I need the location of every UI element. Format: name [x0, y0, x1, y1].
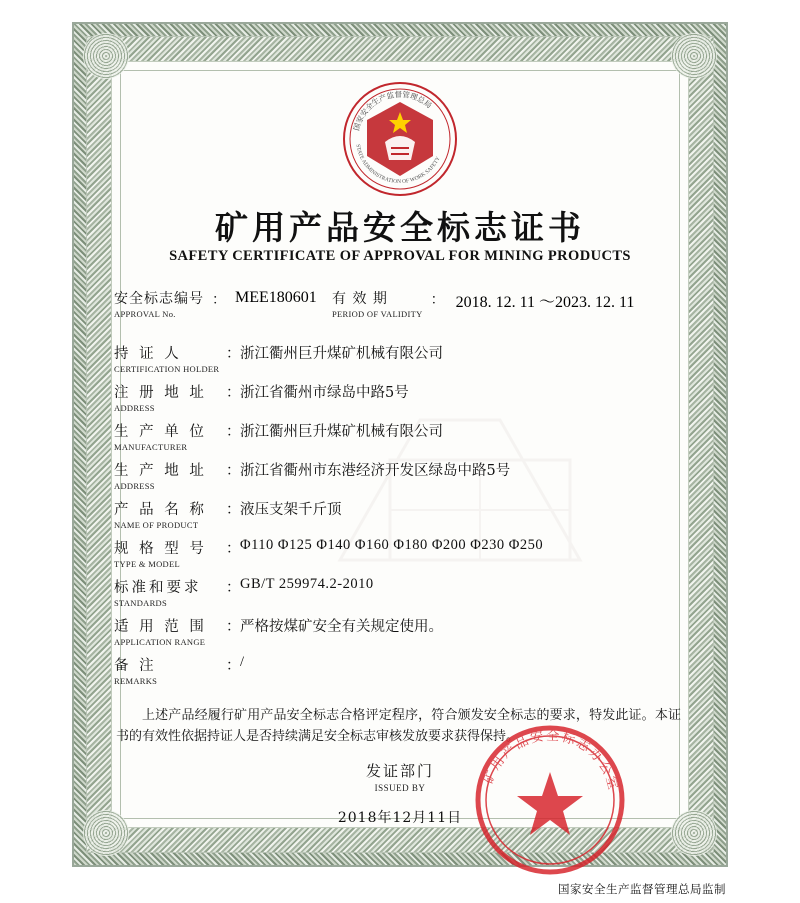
certificate-fields-list [114, 342, 694, 693]
field-label-en: ADDRESS [114, 481, 155, 491]
issued-by-block [110, 760, 690, 793]
field-label-en: REMARKS [114, 676, 158, 686]
field-label-cn: 持 证 人 [114, 346, 182, 362]
field-row [114, 576, 694, 606]
colon-separator: ： [212, 292, 227, 308]
approval-number-value: MEE180601 [235, 289, 317, 306]
colon-separator: ： [226, 580, 241, 596]
certificate-statement: 上述产品经履行矿用产品安全标志合格评定程序，符合颁发安全标志的要求，特发此证。本证书的有效性依据持证人是否持续满足安全标志审核发放要求获得保持。 [116, 708, 681, 745]
validity-label-cn: 有 效 期 [332, 291, 388, 307]
approval-number-labels [114, 288, 204, 319]
approval-number-colon-wrap [208, 288, 227, 309]
field-value: 浙江衢州巨升煤矿机械有限公司 [240, 346, 443, 362]
field-row [114, 342, 694, 372]
colon-separator: ： [226, 385, 241, 401]
field-row [114, 498, 694, 528]
field-label-en: MANUFACTURER [114, 442, 188, 452]
field-value: GB/T 259974.2-2010 [240, 576, 374, 592]
field-label-cn: 注 册 地 址 [114, 385, 207, 401]
certificate-title-en: SAFETY CERTIFICATE OF APPROVAL FOR MINING PRODUCTS [169, 248, 631, 264]
colon-separator: ： [226, 424, 241, 440]
field-labels [114, 537, 230, 569]
colon-separator: ： [226, 346, 241, 362]
colon-separator: ： [226, 658, 241, 674]
field-label-en: APPLICATION RANGE [114, 637, 206, 647]
issued-by-label-cn: 发证部门 [365, 762, 434, 780]
field-value: 浙江衢州巨升煤矿机械有限公司 [240, 424, 443, 440]
field-label-cn: 规 格 型 号 [114, 541, 207, 557]
field-labels [114, 342, 230, 374]
issue-date: 2018年12月11日 [337, 810, 463, 826]
field-label-cn: 适 用 范 围 [114, 619, 207, 635]
certificate-title-cn: 矿用产品安全标志证书 [215, 208, 585, 247]
field-labels [114, 498, 230, 530]
approval-number-field [114, 288, 317, 319]
field-label-en: TYPE & MODEL [114, 559, 180, 569]
validity-field [332, 288, 634, 319]
colon-separator: ： [226, 463, 241, 479]
issued-by-label-en: ISSUED BY [374, 783, 426, 793]
validity-label-en: PERIOD OF VALIDITY [332, 309, 423, 319]
field-label-en: CERTIFICATION HOLDER [114, 364, 220, 374]
national-emblem-icon [341, 80, 459, 198]
field-row [114, 537, 694, 567]
field-labels [114, 576, 230, 608]
field-label-cn: 产 品 名 称 [114, 502, 207, 518]
field-value: 液压支架千斤顶 [240, 502, 342, 518]
field-label-en: NAME OF PRODUCT [114, 520, 199, 530]
field-label-cn: 生 产 单 位 [114, 424, 207, 440]
colon-separator: ： [226, 502, 241, 518]
field-row [114, 459, 694, 489]
field-value: 浙江省衢州市绿岛中路5号 [240, 385, 409, 401]
validity-value: 2018. 12. 11 ～2023. 12. 11 [455, 294, 635, 311]
field-row [114, 615, 694, 645]
field-labels [114, 381, 230, 413]
field-row [114, 381, 694, 411]
field-row [114, 420, 694, 450]
field-value: / [240, 654, 245, 670]
field-label-cn: 标准和要求 [114, 580, 202, 596]
field-labels [114, 420, 230, 452]
colon-separator: ： [226, 619, 241, 635]
approval-number-label-cn: 安全标志编号 [114, 291, 204, 307]
validity-colon-wrap [427, 288, 446, 309]
field-labels [114, 654, 230, 686]
field-value: 严格按煤矿安全有关规定使用。 [240, 619, 443, 635]
svg-text:矿用产品安全标志办公室: 矿用产品安全标志办公室 [481, 728, 621, 794]
svg-text:国家安全生产监督管理总局: 国家安全生产监督管理总局 [351, 89, 434, 132]
field-value: 浙江省衢州市东港经济开发区绿岛中路5号 [240, 463, 511, 479]
field-label-cn: 备 注 [114, 658, 157, 674]
approval-number-label-en: APPROVAL No. [114, 309, 176, 319]
field-row [114, 654, 694, 684]
field-value: Φ110 Φ125 Φ140 Φ160 Φ180 Φ200 Φ230 Φ250 [240, 537, 544, 553]
field-label-en: STANDARDS [114, 598, 168, 608]
colon-separator: ： [430, 292, 446, 308]
certificate-content [110, 60, 690, 830]
field-labels [114, 459, 230, 491]
field-label-en: ADDRESS [114, 403, 155, 413]
page-footer: 国家安全生产监督管理总局监制 [558, 882, 726, 896]
field-labels [114, 615, 230, 647]
colon-separator: ： [226, 541, 241, 557]
validity-labels [332, 288, 423, 319]
svg-text:STATE ADMINISTRATION OF WORK S: STATE ADMINISTRATION OF WORK SAFETY [354, 143, 442, 186]
field-label-cn: 生 产 地 址 [114, 463, 207, 479]
